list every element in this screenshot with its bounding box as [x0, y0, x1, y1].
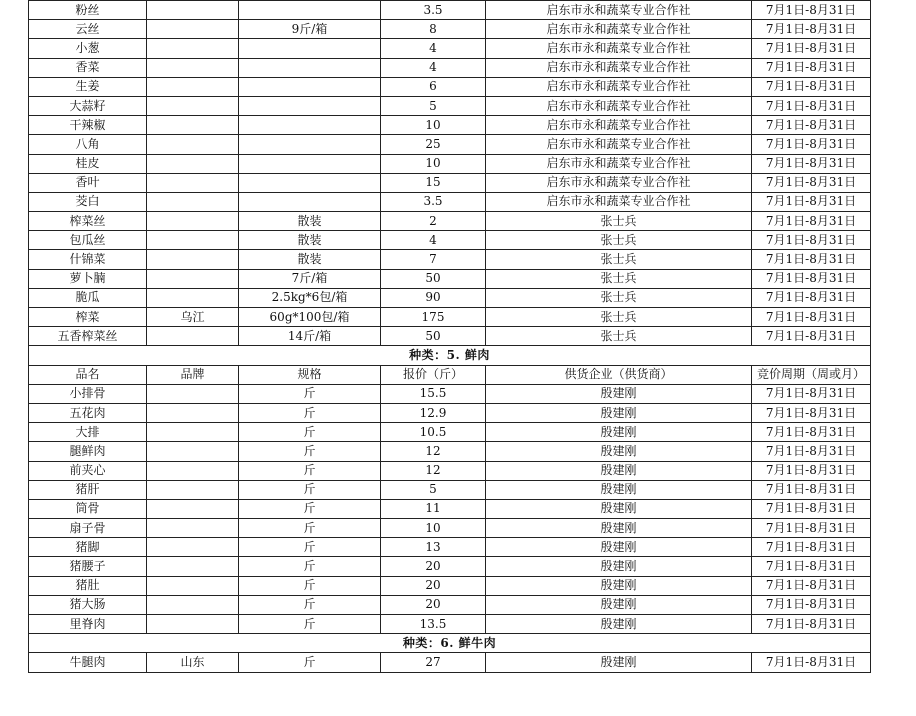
cell-brand [147, 423, 239, 442]
table-row [29, 403, 871, 422]
cell-price: 6 [381, 77, 486, 96]
cell-spec: 2.5kg*6包/箱 [239, 288, 381, 307]
cell-spec: 斤 [239, 538, 381, 557]
cell-period: 7月1日-8月31日 [752, 308, 871, 327]
cell-spec [239, 77, 381, 96]
cell-spec: 14斤/箱 [239, 327, 381, 346]
section-title: 种类：6. 鲜牛肉 [29, 634, 871, 653]
cell-brand [147, 461, 239, 480]
cell-name: 牛腿肉 [29, 653, 147, 672]
cell-name: 五香榨菜丝 [29, 327, 147, 346]
table-row [29, 173, 871, 192]
cell-period: 7月1日-8月31日 [752, 576, 871, 595]
section-title-row [29, 634, 871, 653]
cell-supplier: 启东市永和蔬菜专业合作社 [486, 192, 752, 211]
cell-name: 大蒜籽 [29, 96, 147, 115]
cell-period: 7月1日-8月31日 [752, 442, 871, 461]
cell-supplier: 张士兵 [486, 212, 752, 231]
cell-price: 10 [381, 154, 486, 173]
cell-supplier: 殷建刚 [486, 499, 752, 518]
cell-brand [147, 499, 239, 518]
cell-price: 15 [381, 173, 486, 192]
cell-supplier: 启东市永和蔬菜专业合作社 [486, 58, 752, 77]
table-row [29, 96, 871, 115]
cell-spec: 散装 [239, 250, 381, 269]
cell-name: 八角 [29, 135, 147, 154]
table-row [29, 442, 871, 461]
table-row [29, 480, 871, 499]
cell-brand [147, 173, 239, 192]
cell-spec: 斤 [239, 461, 381, 480]
table-row [29, 327, 871, 346]
cell-period: 7月1日-8月31日 [752, 615, 871, 634]
table-row [29, 499, 871, 518]
cell-supplier: 启东市永和蔬菜专业合作社 [486, 135, 752, 154]
cell-price: 10.5 [381, 423, 486, 442]
table-row [29, 116, 871, 135]
cell-period: 7月1日-8月31日 [752, 403, 871, 422]
cell-name: 桂皮 [29, 154, 147, 173]
cell-price: 3.5 [381, 1, 486, 20]
cell-name: 脆瓜 [29, 288, 147, 307]
cell-price: 90 [381, 288, 486, 307]
cell-supplier: 启东市永和蔬菜专业合作社 [486, 116, 752, 135]
cell-period: 7月1日-8月31日 [752, 499, 871, 518]
cell-period: 7月1日-8月31日 [752, 116, 871, 135]
cell-spec: 斤 [239, 576, 381, 595]
cell-name: 里脊肉 [29, 615, 147, 634]
cell-supplier: 启东市永和蔬菜专业合作社 [486, 39, 752, 58]
cell-spec: 斤 [239, 423, 381, 442]
cell-name: 榨菜 [29, 308, 147, 327]
table-row [29, 595, 871, 614]
cell-price: 12 [381, 461, 486, 480]
cell-brand [147, 403, 239, 422]
cell-price: 20 [381, 595, 486, 614]
table-row [29, 269, 871, 288]
cell-brand [147, 212, 239, 231]
cell-name: 猪腰子 [29, 557, 147, 576]
cell-brand [147, 58, 239, 77]
cell-name: 什锦菜 [29, 250, 147, 269]
cell-supplier: 殷建刚 [486, 403, 752, 422]
cell-spec: 散装 [239, 231, 381, 250]
cell-brand [147, 96, 239, 115]
cell-period: 7月1日-8月31日 [752, 135, 871, 154]
cell-supplier: 殷建刚 [486, 538, 752, 557]
table-row [29, 288, 871, 307]
cell-price: 13.5 [381, 615, 486, 634]
cell-price: 15.5 [381, 384, 486, 403]
cell-spec: 斤 [239, 442, 381, 461]
table-row [29, 154, 871, 173]
cell-price: 7 [381, 250, 486, 269]
cell-supplier: 张士兵 [486, 231, 752, 250]
cell-supplier: 殷建刚 [486, 595, 752, 614]
cell-brand [147, 39, 239, 58]
cell-period: 7月1日-8月31日 [752, 384, 871, 403]
cell-brand [147, 1, 239, 20]
table-row [29, 615, 871, 634]
cell-name: 猪大肠 [29, 595, 147, 614]
cell-name: 生姜 [29, 77, 147, 96]
cell-brand [147, 135, 239, 154]
cell-period: 7月1日-8月31日 [752, 39, 871, 58]
cell-brand [147, 595, 239, 614]
cell-spec [239, 192, 381, 211]
cell-spec: 斤 [239, 557, 381, 576]
table-row [29, 308, 871, 327]
cell-supplier: 殷建刚 [486, 442, 752, 461]
cell-price: 5 [381, 96, 486, 115]
table-row [29, 461, 871, 480]
cell-spec [239, 154, 381, 173]
cell-brand [147, 576, 239, 595]
cell-spec: 斤 [239, 480, 381, 499]
table-row [29, 20, 871, 39]
table-row [29, 192, 871, 211]
cell-brand [147, 327, 239, 346]
cell-supplier: 殷建刚 [486, 480, 752, 499]
cell-supplier: 启东市永和蔬菜专业合作社 [486, 77, 752, 96]
cell-period: 7月1日-8月31日 [752, 231, 871, 250]
table-row [29, 39, 871, 58]
cell-period: 7月1日-8月31日 [752, 154, 871, 173]
cell-name: 榨菜丝 [29, 212, 147, 231]
section-title-row [29, 346, 871, 365]
cell-period: 7月1日-8月31日 [752, 480, 871, 499]
cell-period: 7月1日-8月31日 [752, 538, 871, 557]
cell-brand [147, 77, 239, 96]
table-header-row [29, 365, 871, 384]
cell-brand [147, 250, 239, 269]
cell-supplier: 启东市永和蔬菜专业合作社 [486, 1, 752, 20]
cell-period: 7月1日-8月31日 [752, 327, 871, 346]
cell-spec: 斤 [239, 653, 381, 672]
cell-name: 猪肝 [29, 480, 147, 499]
cell-name: 香菜 [29, 58, 147, 77]
cell-price: 20 [381, 576, 486, 595]
cell-period: 7月1日-8月31日 [752, 77, 871, 96]
cell-price: 12 [381, 442, 486, 461]
cell-price: 50 [381, 269, 486, 288]
cell-spec: 60g*100包/箱 [239, 308, 381, 327]
cell-brand [147, 384, 239, 403]
cell-brand [147, 231, 239, 250]
cell-supplier: 启东市永和蔬菜专业合作社 [486, 173, 752, 192]
cell-name: 品名 [29, 365, 147, 384]
table-row [29, 653, 871, 672]
cell-price: 8 [381, 20, 486, 39]
cell-name: 萝卜腩 [29, 269, 147, 288]
cell-brand [147, 269, 239, 288]
cell-name: 大排 [29, 423, 147, 442]
cell-brand [147, 557, 239, 576]
cell-price: 4 [381, 58, 486, 77]
table-row [29, 576, 871, 595]
cell-period: 7月1日-8月31日 [752, 269, 871, 288]
cell-name: 五花肉 [29, 403, 147, 422]
cell-brand [147, 442, 239, 461]
price-table [28, 0, 871, 673]
cell-brand: 品牌 [147, 365, 239, 384]
cell-period: 7月1日-8月31日 [752, 519, 871, 538]
cell-name: 前夹心 [29, 461, 147, 480]
cell-spec: 斤 [239, 384, 381, 403]
cell-name: 云丝 [29, 20, 147, 39]
cell-period: 7月1日-8月31日 [752, 1, 871, 20]
cell-spec [239, 173, 381, 192]
cell-brand [147, 480, 239, 499]
cell-period: 7月1日-8月31日 [752, 192, 871, 211]
cell-period: 7月1日-8月31日 [752, 212, 871, 231]
cell-supplier: 殷建刚 [486, 519, 752, 538]
cell-period: 7月1日-8月31日 [752, 250, 871, 269]
cell-period: 7月1日-8月31日 [752, 173, 871, 192]
cell-brand [147, 154, 239, 173]
table-row [29, 231, 871, 250]
cell-brand [147, 20, 239, 39]
cell-supplier: 殷建刚 [486, 653, 752, 672]
table-row [29, 519, 871, 538]
cell-brand [147, 288, 239, 307]
table-row [29, 1, 871, 20]
cell-supplier: 张士兵 [486, 250, 752, 269]
cell-spec [239, 1, 381, 20]
cell-price: 175 [381, 308, 486, 327]
cell-spec: 斤 [239, 595, 381, 614]
cell-supplier: 殷建刚 [486, 461, 752, 480]
cell-supplier: 殷建刚 [486, 557, 752, 576]
cell-price: 10 [381, 116, 486, 135]
cell-spec [239, 135, 381, 154]
cell-spec: 7斤/箱 [239, 269, 381, 288]
cell-name: 腿鲜肉 [29, 442, 147, 461]
cell-name: 粉丝 [29, 1, 147, 20]
cell-spec: 斤 [239, 403, 381, 422]
table-row [29, 212, 871, 231]
table-row [29, 538, 871, 557]
cell-spec [239, 116, 381, 135]
cell-supplier: 殷建刚 [486, 384, 752, 403]
cell-supplier: 启东市永和蔬菜专业合作社 [486, 154, 752, 173]
cell-price: 2 [381, 212, 486, 231]
cell-spec [239, 39, 381, 58]
cell-period: 7月1日-8月31日 [752, 461, 871, 480]
cell-name: 香叶 [29, 173, 147, 192]
price-table-body [29, 1, 871, 673]
cell-price: 11 [381, 499, 486, 518]
cell-period: 7月1日-8月31日 [752, 423, 871, 442]
cell-name: 筒骨 [29, 499, 147, 518]
cell-supplier: 供货企业（供货商） [486, 365, 752, 384]
table-row [29, 58, 871, 77]
cell-price: 4 [381, 39, 486, 58]
cell-spec: 规格 [239, 365, 381, 384]
cell-supplier: 启东市永和蔬菜专业合作社 [486, 20, 752, 39]
cell-spec: 斤 [239, 519, 381, 538]
cell-supplier: 殷建刚 [486, 576, 752, 595]
cell-price: 13 [381, 538, 486, 557]
cell-price: 20 [381, 557, 486, 576]
cell-brand [147, 519, 239, 538]
cell-brand: 乌江 [147, 308, 239, 327]
cell-period: 7月1日-8月31日 [752, 20, 871, 39]
cell-period: 竞价周期（周或月） [752, 365, 871, 384]
cell-spec: 散装 [239, 212, 381, 231]
price-sheet [28, 0, 870, 673]
cell-price: 报价（斤） [381, 365, 486, 384]
cell-price: 12.9 [381, 403, 486, 422]
cell-name: 小排骨 [29, 384, 147, 403]
table-row [29, 423, 871, 442]
table-row [29, 384, 871, 403]
cell-name: 扇子骨 [29, 519, 147, 538]
cell-period: 7月1日-8月31日 [752, 58, 871, 77]
cell-period: 7月1日-8月31日 [752, 96, 871, 115]
cell-brand: 山东 [147, 653, 239, 672]
cell-supplier: 殷建刚 [486, 423, 752, 442]
cell-supplier: 张士兵 [486, 288, 752, 307]
cell-spec: 斤 [239, 615, 381, 634]
table-row [29, 557, 871, 576]
cell-name: 茭白 [29, 192, 147, 211]
cell-name: 小葱 [29, 39, 147, 58]
cell-spec [239, 96, 381, 115]
cell-supplier: 张士兵 [486, 308, 752, 327]
cell-supplier: 启东市永和蔬菜专业合作社 [486, 96, 752, 115]
table-row [29, 250, 871, 269]
cell-brand [147, 538, 239, 557]
cell-price: 10 [381, 519, 486, 538]
cell-brand [147, 615, 239, 634]
cell-supplier: 张士兵 [486, 269, 752, 288]
cell-supplier: 张士兵 [486, 327, 752, 346]
cell-price: 27 [381, 653, 486, 672]
section-title: 种类：5. 鲜肉 [29, 346, 871, 365]
cell-price: 25 [381, 135, 486, 154]
cell-brand [147, 116, 239, 135]
cell-name: 猪脚 [29, 538, 147, 557]
cell-price: 50 [381, 327, 486, 346]
table-row [29, 77, 871, 96]
cell-spec: 斤 [239, 499, 381, 518]
cell-period: 7月1日-8月31日 [752, 595, 871, 614]
cell-price: 4 [381, 231, 486, 250]
cell-supplier: 殷建刚 [486, 615, 752, 634]
cell-name: 猪肚 [29, 576, 147, 595]
cell-brand [147, 192, 239, 211]
cell-spec: 9斤/箱 [239, 20, 381, 39]
table-row [29, 135, 871, 154]
cell-name: 包瓜丝 [29, 231, 147, 250]
cell-price: 3.5 [381, 192, 486, 211]
cell-price: 5 [381, 480, 486, 499]
cell-period: 7月1日-8月31日 [752, 288, 871, 307]
cell-period: 7月1日-8月31日 [752, 653, 871, 672]
cell-spec [239, 58, 381, 77]
cell-period: 7月1日-8月31日 [752, 557, 871, 576]
cell-name: 干辣椒 [29, 116, 147, 135]
